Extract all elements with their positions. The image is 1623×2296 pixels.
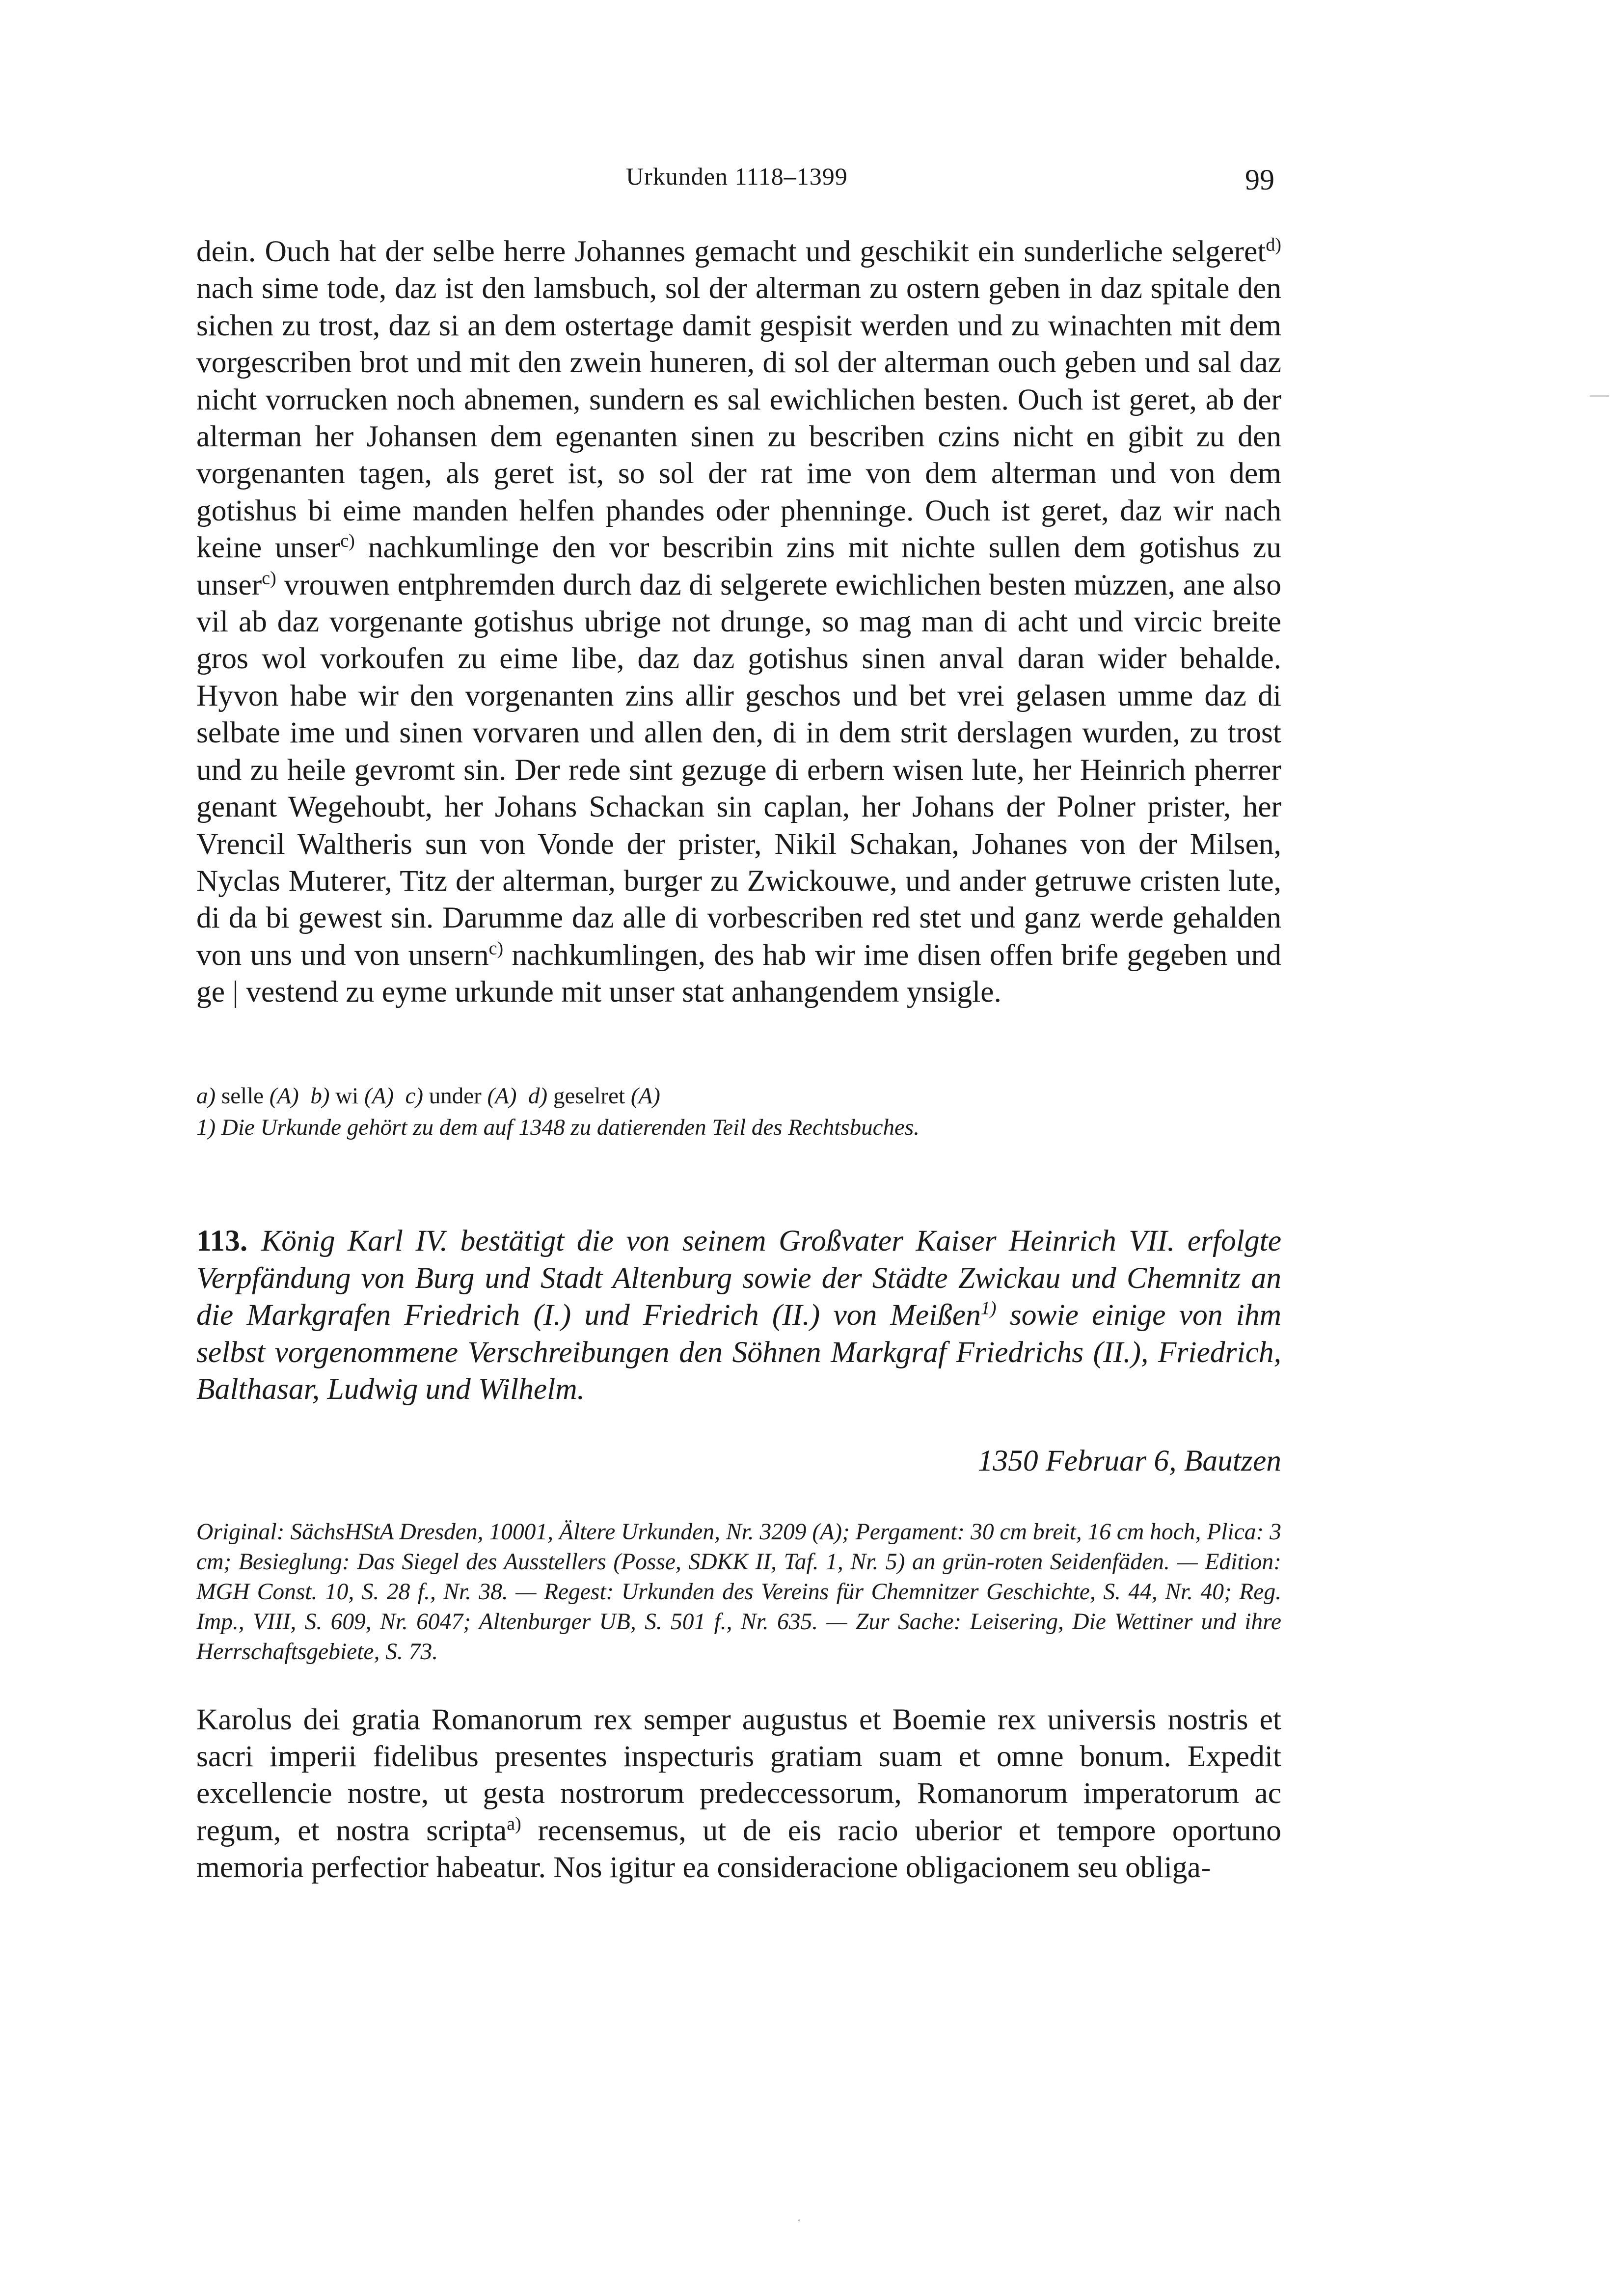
textual-notes <box>196 1080 1281 1143</box>
body-text-segment: nachkumlinge den vor bescribin zins mit nichte sullen dem gotishus zu unser <box>196 531 1282 601</box>
latin-text-segment: Karolus dei gratia Romanorum rex semper augustus et Boemie rex universis nostris et sacri imperii fidelibus presentes inspecturis gratiam suam et omne bonum. Expedit excellencie nostre, ut gesta nostrorum predeccessorum, Romanorum imperatorum ac regum, et nostra scripta <box>196 1703 1281 1847</box>
regest-heading <box>196 1223 1281 1408</box>
note-text-b: wi <box>329 1083 364 1109</box>
note-source-d: (A) <box>630 1083 660 1109</box>
note-source-c: (A) <box>487 1083 517 1109</box>
variant-notes-line <box>196 1080 1281 1112</box>
running-head <box>0 162 1623 201</box>
body-text-segment: dein. Ouch hat der selbe herre Johannes gemacht und geschikit ein sunderliche selgeret <box>196 235 1266 268</box>
note-text-a: selle <box>216 1083 270 1109</box>
scan-speck <box>798 2219 800 2221</box>
note-marker-d: d) <box>528 1083 548 1109</box>
regest-text: König Karl IV. bestätigt die von seinem Großvater Kaiser Heinrich VII. erfolgte Verpfändung von Burg und Stadt Altenburg sowie der Städte Zwickau und Chemnitz an die Markgrafen Friedrich (I.) und Friedrich (II.) von Meißen <box>196 1224 1281 1332</box>
body-text-segment: nachkumlingen, des hab wir ime disen offen brife gegeben und ge | vestend zu eyme urkunde mit unser stat anhangendem ynsigle. <box>196 938 1281 1009</box>
note-marker-c: c) <box>405 1083 423 1109</box>
footnote-marker: c) <box>340 530 355 551</box>
page-number: 99 <box>1245 164 1274 196</box>
running-title: Urkunden 1118–1399 <box>626 163 848 190</box>
body-text-segment: nach sime tode, daz ist den lamsbuch, sol der alterman zu ostern geben in daz spitale den sichen zu trost, daz si an dem ostertage damit gespisit werden und zu winachten mit dem vorgescriben brot und mit den zwein huneren, di sol der alterman ouch geben und sal daz nicht vorrucken noch abnemen, sundern es sal ewichlichen besten. Ouch ist geret, ab der alterman her Johansen dem egenanten sinen zu bescriben czins nicht en gibit zu den vorgenanten tagen, als geret ist, so sol der rat ime von dem alterman und von dem gotishus bi eime manden helfen phandes oder phenninge. Ouch ist geret, daz wir nach keine unser <box>196 272 1281 565</box>
margin-mark <box>1590 395 1609 397</box>
document-body-text <box>196 233 1281 1011</box>
footnote-marker: a) <box>507 1813 521 1834</box>
footnote-marker: 1) <box>980 1298 997 1319</box>
latin-charter-text <box>196 1701 1281 1886</box>
note-text-c: under <box>423 1083 487 1109</box>
regest-text: sowie einige von ihm selbst vorgenommene Verschreibungen den Söhnen Markgraf Friedrichs (II.), Friedrich, Balthasar, Ludwig und Wilhelm. <box>196 1298 1281 1406</box>
date-place: 1350 Februar 6, Bautzen <box>977 1444 1281 1477</box>
note-text-d: geselret <box>547 1083 631 1109</box>
footnote-marker: c) <box>488 938 504 959</box>
latin-text-segment: recensemus, ut de eis racio uberior et tempore oportuno memoria perfectior habeatur. Nos igitur ea consideracione obligacionem seu obliga- <box>196 1813 1281 1884</box>
source-description: Original: SächsHStA Dresden, 10001, Ältere Urkunden, Nr. 3209 (A); Pergament: 30 cm breit, 16 cm hoch, Plica: 3 cm; Besieglung: Das Siegel des Ausstellers (Posse, SDKK II, Taf. 1, Nr. 5) an grün-roten Seidenfäden. — Edition: MGH Const. 10, S. 28 f., Nr. 38. — Regest: Urkunden des Vereins für Chemnitzer Geschichte, S. 44, Nr. 40; Reg. Imp., VIII, S. 609, Nr. 6047; Altenburger UB, S. 501 f., Nr. 635. — Zur Sache: Leisering, Die Wettiner und ihre Herrschaftsgebiete, S. 73. <box>196 1519 1281 1665</box>
document-number: 113. <box>196 1224 248 1257</box>
note-source-b: (A) <box>364 1083 394 1109</box>
note-marker-a: a) <box>196 1083 216 1109</box>
footnote-1: 1) Die Urkunde gehört zu dem auf 1348 zu datierenden Teil des Rechtsbuches. <box>196 1115 920 1140</box>
note-source-a: (A) <box>269 1083 299 1109</box>
note-marker-b: b) <box>310 1083 330 1109</box>
footnote-marker: c) <box>262 568 276 589</box>
footnote-marker: d) <box>1266 234 1281 255</box>
body-text-segment: vrouwen entphremden durch daz di selgerete ewichlichen besten mu̇zzen, ane also vil ab daz vorgenante gotishus ubrige not drunge, so mag man di acht und vircic breite gros wol vorkoufen zu eime libe, daz daz gotishus sinen anval daran wider behalde. Hyvon habe wir den vorgenanten zins allir geschos und bet vrei gelasen umme daz di selbate ime und sinen vorvaren und allen den, di in dem strit derslagen wurden, zu trost und zu heile gevromt sin. Der rede sint gezuge di erbern wisen lute, her Heinrich pherrer genant Wegehoubt, her Johans Schackan sin caplan, her Johans der Polner prister, her Vrencil Waltheris sun von Vonde der prister, Nikil Schakan, Johanes von der Milsen, Nyclas Muterer, Titz der alterman, burger zu Zwickouwe, und ander getruwe cristen lute, di da bi gewest sin. Darumme daz alle di vorbescriben red stet und ganz werde gehalden von uns und von unsern <box>196 568 1281 972</box>
